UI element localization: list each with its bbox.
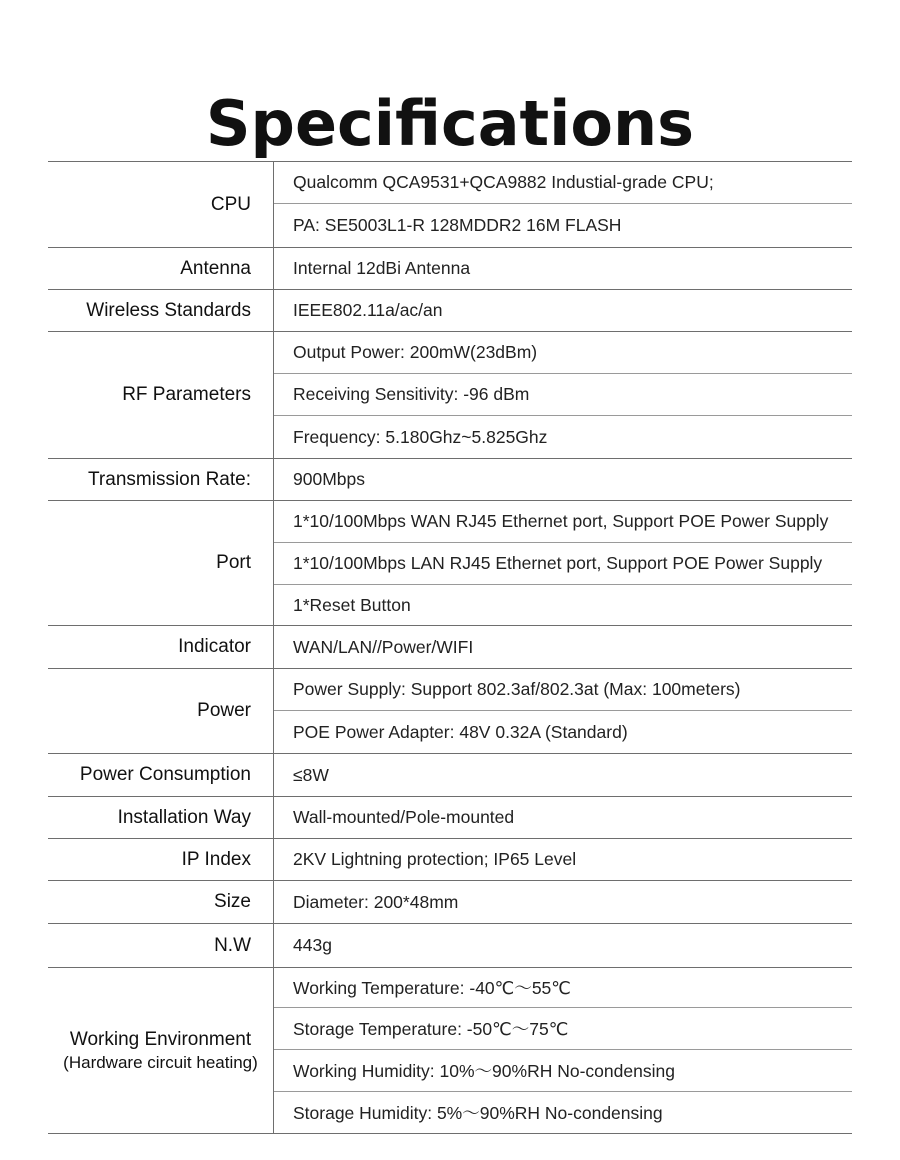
spec-row-installation-way <box>48 797 852 839</box>
row-values <box>274 459 852 500</box>
row-label-text: Power Consumption <box>79 764 251 785</box>
row-values <box>274 839 852 880</box>
row-value: 900Mbps <box>293 469 365 489</box>
row-value: Output Power: 200mW(23dBm) <box>274 332 852 374</box>
row-value: PA: SE5003L1-R 128MDDR2 16M FLASH <box>293 215 622 235</box>
spec-row-power <box>48 669 852 754</box>
row-value: 443g <box>293 935 332 955</box>
spec-table <box>48 161 852 1134</box>
spec-row-power-consumption <box>48 754 852 797</box>
row-value: Power Supply: Support 802.3af/802.3at (Max: 100meters) <box>274 669 852 711</box>
row-label <box>48 924 274 967</box>
row-value: ≤8W <box>293 764 329 785</box>
row-label <box>48 669 274 753</box>
row-values <box>274 162 852 247</box>
row-value: Receiving Sensitivity: -96 dBm <box>274 374 852 416</box>
spec-row-indicator <box>48 626 852 669</box>
row-value: POE Power Adapter: 48V 0.32A (Standard) <box>293 721 628 742</box>
row-label-text: Installation Way <box>117 806 251 828</box>
row-value: 1*Reset Button <box>293 594 411 615</box>
row-label <box>48 839 274 880</box>
row-value: Internal 12dBi Antenna <box>293 258 471 278</box>
row-label <box>48 626 274 668</box>
row-value: IEEE802.11a/ac/an <box>293 300 443 320</box>
spec-row-size <box>48 881 852 924</box>
row-label-text: Transmission Rate: <box>88 468 251 490</box>
row-label-text: N.W <box>214 934 251 956</box>
row-value: 2KV Lightning protection; IP65 Level <box>293 849 577 869</box>
row-label-text: Antenna <box>180 257 251 279</box>
row-label <box>48 754 274 796</box>
row-values <box>274 797 852 838</box>
row-value: Storage Humidity: 5%～90%RH No-condensing <box>293 1103 663 1123</box>
row-value: Frequency: 5.180Ghz~5.825Ghz <box>293 426 548 447</box>
row-value: WAN/LAN//Power/WIFI <box>293 636 474 657</box>
row-label <box>48 162 274 247</box>
spec-row-wireless-standards <box>48 290 852 332</box>
row-label <box>48 968 274 1133</box>
row-label <box>48 459 274 500</box>
row-value: 1*10/100Mbps WAN RJ45 Ethernet port, Support POE Power Supply <box>274 501 852 543</box>
row-values <box>274 332 852 458</box>
row-label-text: RF Parameters <box>122 384 251 405</box>
row-label-text: Port <box>216 552 251 573</box>
row-value: Storage Temperature: -50℃～75℃ <box>274 1008 852 1050</box>
row-value: Qualcomm QCA9531+QCA9882 Industial-grade CPU; <box>274 162 852 204</box>
spec-row-port <box>48 501 852 626</box>
row-label-text: Wireless Standards <box>86 299 251 321</box>
row-values <box>274 924 852 967</box>
row-values <box>274 501 852 625</box>
spec-row-cpu <box>48 162 852 248</box>
row-value: Working Humidity: 10%～90%RH No-condensing <box>274 1050 852 1092</box>
row-values <box>274 626 852 668</box>
row-value: 1*10/100Mbps LAN RJ45 Ethernet port, Support POE Power Supply <box>274 543 852 585</box>
row-value: Working Temperature: -40℃～55℃ <box>274 968 852 1008</box>
spec-row-nw <box>48 924 852 968</box>
row-label-text: CPU <box>210 193 251 215</box>
row-label-text: Indicator <box>178 636 251 657</box>
row-sublabel-text: (Hardware circuit heating) <box>63 1052 258 1072</box>
row-label <box>48 290 274 331</box>
row-label <box>48 797 274 838</box>
row-label-text: Size <box>214 891 251 912</box>
spec-row-rf-parameters <box>48 332 852 459</box>
spec-row-transmission-rate <box>48 459 852 501</box>
row-values <box>274 968 852 1133</box>
row-label <box>48 332 274 458</box>
row-label <box>48 501 274 625</box>
row-value: Diameter: 200*48mm <box>293 891 459 912</box>
row-label <box>48 881 274 923</box>
row-values <box>274 881 852 923</box>
row-label <box>48 248 274 289</box>
row-label-text: Power <box>197 700 251 721</box>
page-title: Specifications <box>205 86 695 160</box>
row-value: Wall-mounted/Pole-mounted <box>293 807 515 827</box>
row-values <box>274 754 852 796</box>
row-values <box>274 248 852 289</box>
spec-row-working-environment <box>48 968 852 1134</box>
row-values <box>274 669 852 753</box>
spec-row-antenna <box>48 248 852 290</box>
row-label-text: IP Index <box>181 848 251 870</box>
row-label-text: Working Environment <box>69 1028 252 1050</box>
spec-row-ip-index <box>48 839 852 881</box>
row-values <box>274 290 852 331</box>
